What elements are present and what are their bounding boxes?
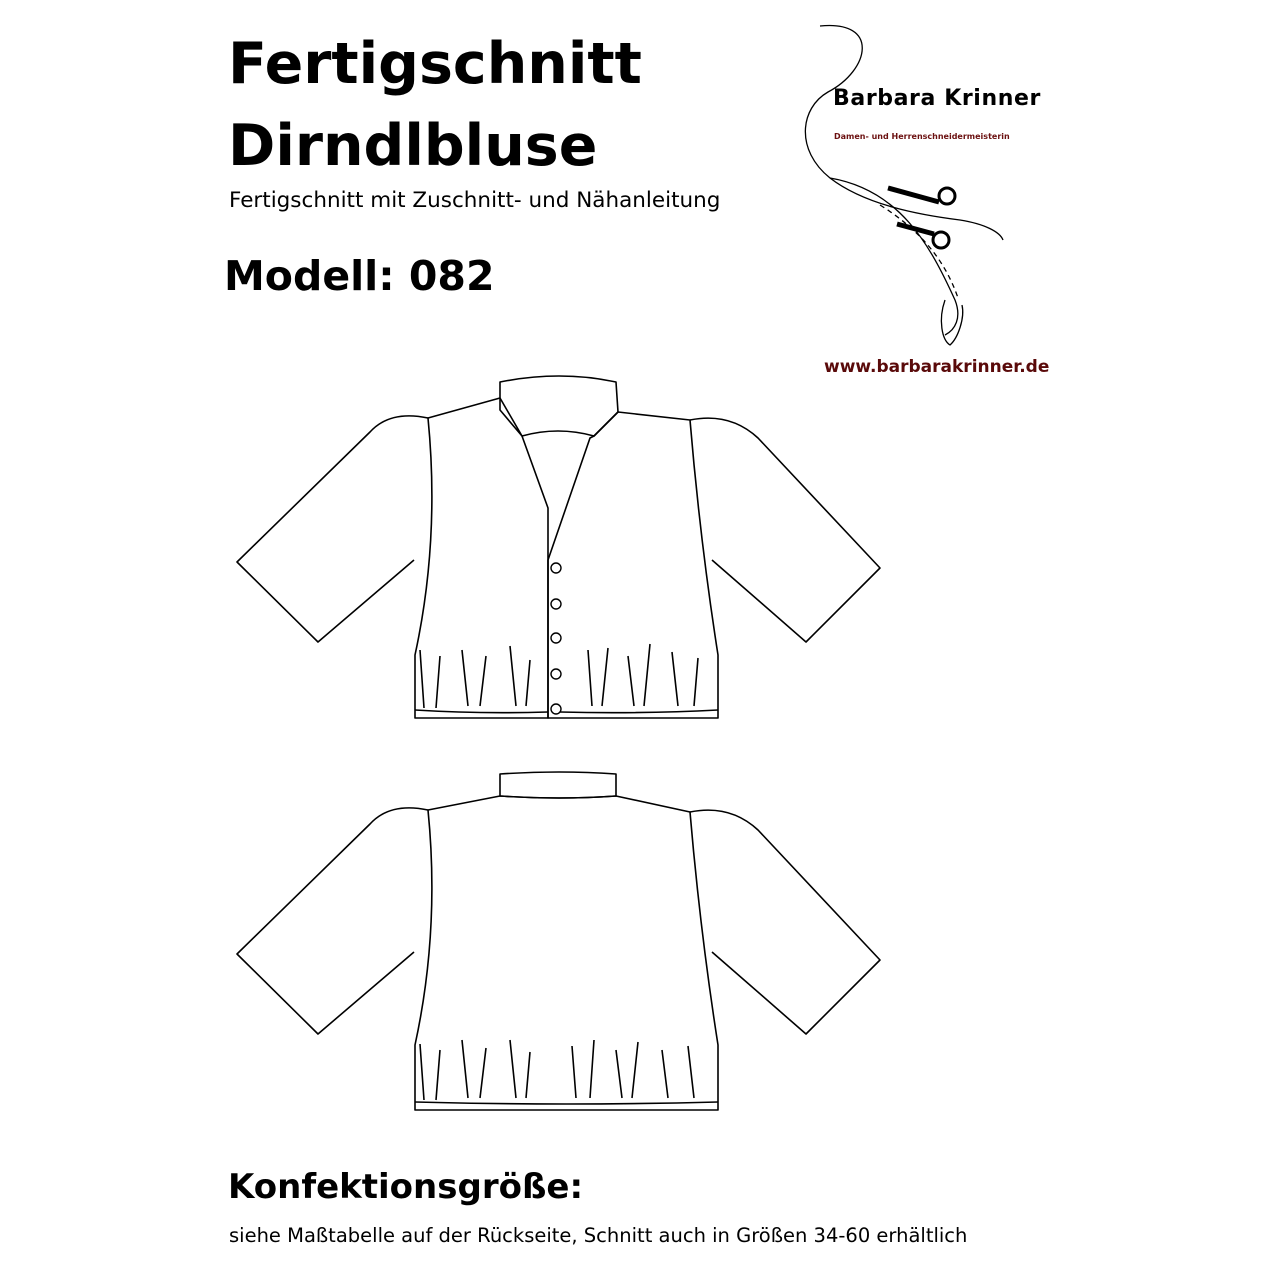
website-link[interactable]: www.barbarakrinner.de <box>824 357 1050 377</box>
logo-thread <box>805 26 1003 345</box>
title-line-2: Dirndlbluse <box>228 113 598 179</box>
brand-tagline: Damen- und Herrenschneidermeisterin <box>834 132 1010 141</box>
model-number: Modell: 082 <box>224 252 495 300</box>
scissors-icon <box>888 188 955 248</box>
size-heading: Konfektionsgröße: <box>228 1167 584 1207</box>
brand-name: Barbara Krinner <box>833 86 1041 111</box>
subtitle: Fertigschnitt mit Zuschnitt- und Nähanleitung <box>229 188 721 213</box>
size-note: siehe Maßtabelle auf der Rückseite, Schnitt auch in Größen 34-60 erhältlich <box>229 1224 968 1247</box>
title-line-1: Fertigschnitt <box>228 31 642 97</box>
